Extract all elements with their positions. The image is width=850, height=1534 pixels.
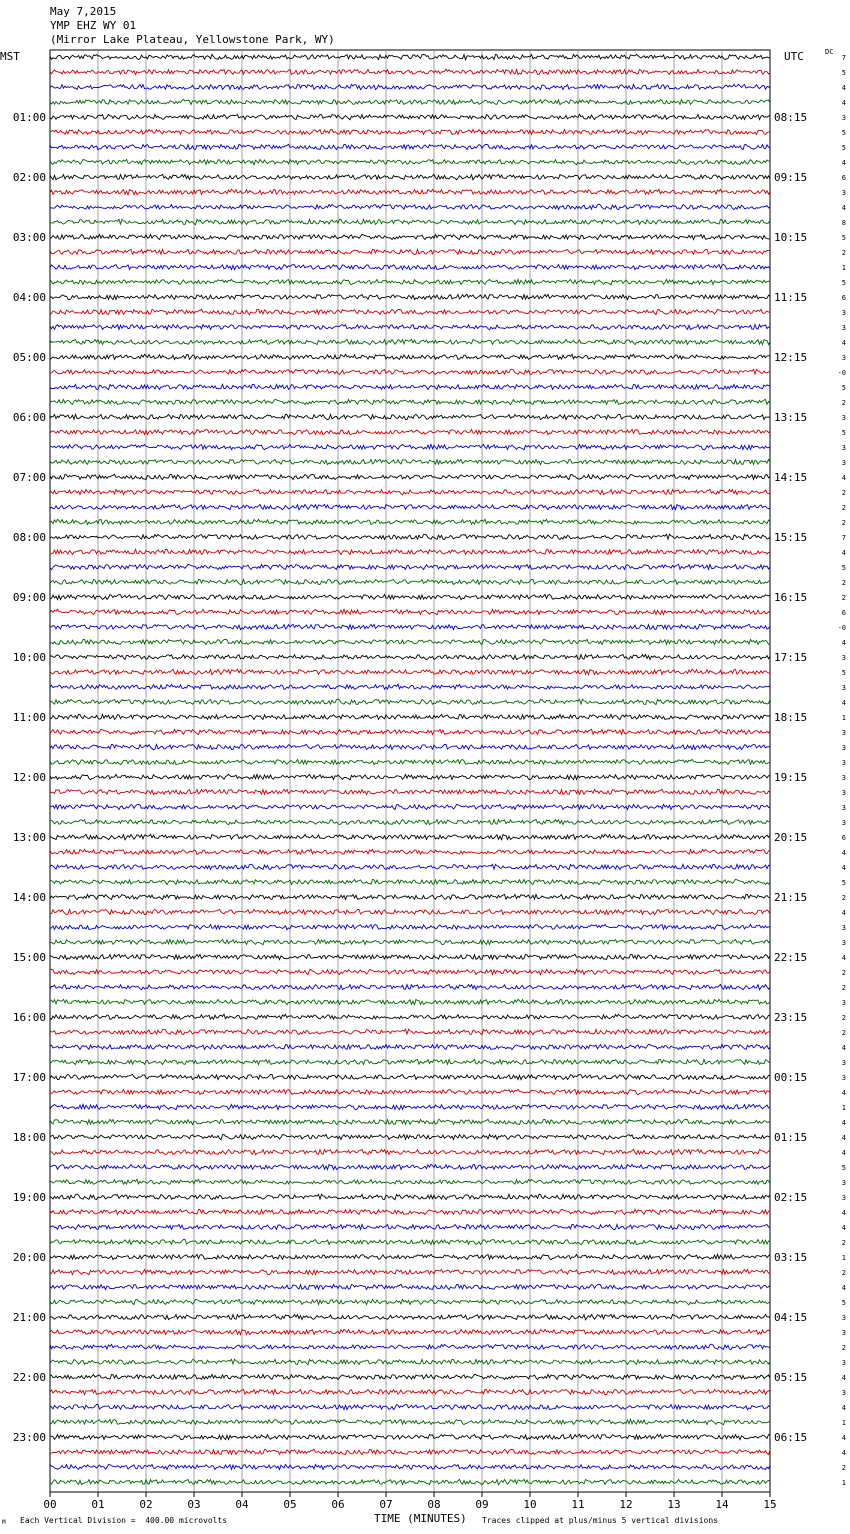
hour-label-right: 22:15 bbox=[774, 951, 808, 964]
dc-offset-label: 2 bbox=[841, 1239, 846, 1247]
hour-label-left: 17:00 bbox=[12, 1071, 46, 1084]
trace-row bbox=[50, 1344, 770, 1349]
dc-offset-label: 2 bbox=[841, 594, 846, 602]
dc-offset-label: 5 bbox=[841, 429, 846, 437]
dc-offset-label: -0 bbox=[837, 624, 846, 632]
trace-row bbox=[50, 459, 770, 464]
dc-offset-label: 4 bbox=[841, 1284, 846, 1292]
trace-row bbox=[50, 1314, 770, 1319]
trace-row bbox=[50, 849, 770, 854]
dc-offset-label: 1 bbox=[841, 1419, 846, 1427]
dc-offset-label: 4 bbox=[841, 1089, 846, 1097]
dc-offset-label: 2 bbox=[841, 894, 846, 902]
trace-row bbox=[50, 894, 770, 899]
trace-row bbox=[50, 655, 770, 660]
trace-row bbox=[50, 1254, 770, 1259]
x-tick-label: 09 bbox=[475, 1498, 489, 1511]
trace-row bbox=[50, 684, 770, 689]
trace-row bbox=[50, 474, 770, 479]
trace-row bbox=[50, 759, 770, 764]
dc-offset-label: 4 bbox=[841, 1434, 846, 1442]
trace-row bbox=[50, 864, 770, 870]
trace-row bbox=[50, 1119, 770, 1124]
hour-label-left: 09:00 bbox=[12, 591, 46, 604]
dc-offset-label: 3 bbox=[841, 1059, 846, 1067]
hour-label-left: 03:00 bbox=[12, 231, 46, 244]
dc-offset-label: 3 bbox=[841, 1389, 846, 1397]
dc-offset-label: 4 bbox=[841, 864, 846, 872]
dc-offset-label: 5 bbox=[841, 879, 846, 887]
dc-offset-label: 4 bbox=[841, 1209, 846, 1217]
trace-row bbox=[50, 1374, 770, 1379]
trace-row bbox=[50, 714, 770, 719]
hour-label-right: 21:15 bbox=[774, 891, 808, 904]
trace-row bbox=[50, 1014, 770, 1019]
dc-offset-label: 5 bbox=[841, 1164, 846, 1172]
trace-row bbox=[50, 1224, 770, 1229]
hour-label-left: 23:00 bbox=[12, 1431, 46, 1444]
trace-row bbox=[50, 249, 770, 254]
dc-offset-label: 2 bbox=[841, 984, 846, 992]
trace-row bbox=[50, 969, 770, 974]
hour-label-right: 20:15 bbox=[774, 831, 808, 844]
x-tick-label: 05 bbox=[283, 1498, 297, 1511]
trace-row bbox=[50, 309, 770, 314]
trace-row bbox=[50, 834, 770, 840]
station-code: YMP EHZ WY 01 bbox=[50, 19, 137, 32]
dc-offset-label: 3 bbox=[841, 804, 846, 812]
dc-offset-header: DC bbox=[825, 48, 834, 56]
hour-label-left: 01:00 bbox=[12, 111, 46, 124]
trace-row bbox=[50, 804, 770, 809]
trace-row bbox=[50, 549, 770, 554]
trace-row bbox=[50, 579, 770, 584]
dc-offset-label: 3 bbox=[841, 309, 846, 317]
dc-offset-label: 4 bbox=[841, 954, 846, 962]
hour-label-right: 10:15 bbox=[774, 231, 808, 244]
station-location: (Mirror Lake Plateau, Yellowstone Park, WY) bbox=[50, 33, 335, 46]
dc-offset-label: 3 bbox=[841, 729, 846, 737]
dc-offset-label: 1 bbox=[841, 1104, 846, 1112]
hour-label-right: 18:15 bbox=[774, 711, 808, 724]
trace-row bbox=[50, 999, 770, 1004]
dc-offset-label: 7 bbox=[841, 534, 846, 542]
dc-offset-label: 3 bbox=[841, 939, 846, 947]
x-tick-label: 13 bbox=[667, 1498, 681, 1511]
hour-label-left: 15:00 bbox=[12, 951, 46, 964]
trace-row bbox=[50, 1269, 770, 1275]
trace-row bbox=[50, 265, 770, 270]
dc-offset-label: 5 bbox=[841, 564, 846, 572]
trace-row bbox=[50, 369, 770, 374]
hour-label-left: 04:00 bbox=[12, 291, 46, 304]
dc-offset-label: -0 bbox=[837, 369, 846, 377]
dc-offset-label: 4 bbox=[841, 99, 846, 107]
trace-row bbox=[50, 489, 770, 494]
trace-row bbox=[50, 504, 770, 509]
trace-row bbox=[50, 1089, 770, 1094]
trace-row bbox=[50, 789, 770, 794]
trace-row bbox=[50, 130, 770, 135]
trace-row bbox=[50, 234, 770, 239]
dc-offset-label: 5 bbox=[841, 234, 846, 242]
hour-label-left: 12:00 bbox=[12, 771, 46, 784]
hour-label-left: 11:00 bbox=[12, 711, 46, 724]
dc-offset-label: 4 bbox=[841, 1134, 846, 1142]
dc-offset-label: 3 bbox=[841, 1359, 846, 1367]
dc-offset-label: 4 bbox=[841, 549, 846, 557]
dc-offset-label: 4 bbox=[841, 339, 846, 347]
trace-row bbox=[50, 639, 770, 644]
trace-row bbox=[50, 729, 770, 734]
dc-offset-label: 2 bbox=[841, 504, 846, 512]
trace-row bbox=[50, 564, 770, 569]
trace-row bbox=[50, 294, 770, 299]
trace-row bbox=[50, 1284, 770, 1289]
trace-row bbox=[50, 1329, 770, 1334]
trace-row bbox=[50, 354, 770, 359]
trace-row bbox=[50, 1194, 770, 1200]
hour-label-left: 02:00 bbox=[12, 171, 46, 184]
dc-offset-label: 6 bbox=[841, 174, 846, 182]
dc-offset-label: 7 bbox=[841, 54, 846, 62]
hour-label-left: 07:00 bbox=[12, 471, 46, 484]
hour-label-left: 21:00 bbox=[12, 1311, 46, 1324]
trace-row bbox=[50, 189, 770, 194]
footer-mark: M bbox=[2, 1519, 6, 1526]
x-tick-label: 00 bbox=[43, 1498, 57, 1511]
trace-row bbox=[50, 609, 770, 614]
dc-offset-label: 1 bbox=[841, 264, 846, 272]
trace-row bbox=[50, 1419, 770, 1424]
x-tick-label: 08 bbox=[427, 1498, 441, 1511]
dc-offset-label: 2 bbox=[841, 489, 846, 497]
dc-offset-label: 8 bbox=[841, 219, 846, 227]
x-tick-label: 15 bbox=[763, 1498, 777, 1511]
dc-offset-label: 6 bbox=[841, 609, 846, 617]
dc-offset-label: 6 bbox=[841, 834, 846, 842]
dc-offset-label: 4 bbox=[841, 84, 846, 92]
trace-row bbox=[50, 84, 770, 90]
dc-offset-label: 2 bbox=[841, 1014, 846, 1022]
hour-label-right: 01:15 bbox=[774, 1131, 808, 1144]
trace-row bbox=[50, 939, 770, 944]
x-tick-label: 12 bbox=[619, 1498, 633, 1511]
trace-row bbox=[50, 399, 770, 404]
dc-offset-label: 5 bbox=[841, 384, 846, 392]
trace-row bbox=[50, 1029, 770, 1035]
trace-row bbox=[50, 1209, 770, 1214]
dc-offset-label: 5 bbox=[841, 129, 846, 137]
clip-note: Traces clipped at plus/minus 5 vertical divisions bbox=[482, 1516, 719, 1525]
trace-row bbox=[50, 1149, 770, 1154]
dc-offset-label: 3 bbox=[841, 324, 846, 332]
dc-offset-label: 4 bbox=[841, 1404, 846, 1412]
dc-offset-label: 3 bbox=[841, 774, 846, 782]
trace-row bbox=[50, 879, 770, 884]
dc-offset-label: 3 bbox=[841, 354, 846, 362]
hour-label-right: 09:15 bbox=[774, 171, 808, 184]
dc-offset-label: 3 bbox=[841, 114, 846, 122]
trace-row bbox=[50, 820, 770, 825]
dc-offset-labels bbox=[838, 54, 846, 1487]
dc-offset-label: 5 bbox=[841, 144, 846, 152]
dc-offset-label: 2 bbox=[841, 399, 846, 407]
dc-offset-label: 1 bbox=[841, 714, 846, 722]
dc-offset-label: 1 bbox=[841, 1479, 846, 1487]
trace-row bbox=[50, 1359, 770, 1364]
hour-label-left: 16:00 bbox=[12, 1011, 46, 1024]
trace-row bbox=[50, 1479, 770, 1484]
trace-row bbox=[50, 1074, 770, 1079]
trace-row bbox=[50, 414, 770, 419]
trace-row bbox=[50, 69, 770, 74]
trace-row bbox=[50, 339, 770, 344]
hour-label-right: 12:15 bbox=[774, 351, 808, 364]
hour-label-left: 22:00 bbox=[12, 1371, 46, 1384]
dc-offset-label: 4 bbox=[841, 909, 846, 917]
trace-row bbox=[50, 159, 770, 164]
hour-label-right: 02:15 bbox=[774, 1191, 808, 1204]
hour-label-right: 08:15 bbox=[774, 111, 808, 124]
hour-label-right: 23:15 bbox=[774, 1011, 808, 1024]
x-axis-title: TIME (MINUTES) bbox=[374, 1512, 467, 1525]
dc-offset-label: 4 bbox=[841, 1119, 846, 1127]
trace-row bbox=[50, 924, 770, 929]
dc-offset-label: 4 bbox=[841, 204, 846, 212]
trace-row bbox=[50, 744, 770, 749]
dc-offset-label: 2 bbox=[841, 579, 846, 587]
hour-label-left: 05:00 bbox=[12, 351, 46, 364]
trace-row bbox=[50, 519, 770, 524]
trace-row bbox=[50, 324, 770, 329]
dc-offset-label: 3 bbox=[841, 1194, 846, 1202]
dc-offset-label: 3 bbox=[841, 189, 846, 197]
dc-offset-label: 3 bbox=[841, 1179, 846, 1187]
dc-offset-label: 3 bbox=[841, 684, 846, 692]
hour-label-left: 13:00 bbox=[12, 831, 46, 844]
dc-offset-label: 2 bbox=[841, 1344, 846, 1352]
trace-row bbox=[50, 595, 770, 600]
hour-label-right: 11:15 bbox=[774, 291, 808, 304]
hour-label-right: 15:15 bbox=[774, 531, 808, 544]
trace-row bbox=[50, 1434, 770, 1439]
trace-row bbox=[50, 384, 770, 389]
hour-label-right: 17:15 bbox=[774, 651, 808, 664]
dc-offset-label: 5 bbox=[841, 1299, 846, 1307]
trace-row bbox=[50, 699, 770, 705]
dc-offset-label: 4 bbox=[841, 849, 846, 857]
hour-label-right: 03:15 bbox=[774, 1251, 808, 1264]
dc-offset-label: 2 bbox=[841, 519, 846, 527]
trace-row bbox=[50, 1164, 770, 1169]
dc-offset-label: 3 bbox=[841, 924, 846, 932]
dc-offset-label: 4 bbox=[841, 1449, 846, 1457]
dc-offset-label: 4 bbox=[841, 474, 846, 482]
trace-row bbox=[50, 174, 770, 179]
dc-offset-label: 4 bbox=[841, 159, 846, 167]
hour-label-right: 00:15 bbox=[774, 1071, 808, 1084]
dc-offset-label: 5 bbox=[841, 69, 846, 77]
trace-row bbox=[50, 1464, 770, 1469]
x-tick-label: 03 bbox=[187, 1498, 201, 1511]
hour-label-right: 13:15 bbox=[774, 411, 808, 424]
hour-label-right: 04:15 bbox=[774, 1311, 808, 1324]
trace-row bbox=[50, 1299, 770, 1304]
x-tick-label: 14 bbox=[715, 1498, 729, 1511]
hour-label-left: 14:00 bbox=[12, 891, 46, 904]
vertical-scale-note: Each Vertical Division = 400.00 microvolts bbox=[20, 1516, 228, 1525]
hour-label-right: 14:15 bbox=[774, 471, 808, 484]
dc-offset-label: 3 bbox=[841, 414, 846, 422]
hour-label-right: 06:15 bbox=[774, 1431, 808, 1444]
trace-row bbox=[50, 54, 770, 59]
trace-row bbox=[50, 669, 770, 675]
x-tick-label: 02 bbox=[139, 1498, 153, 1511]
trace-row bbox=[50, 1104, 770, 1110]
dc-offset-label: 2 bbox=[841, 249, 846, 257]
hour-label-right: 05:15 bbox=[774, 1371, 808, 1384]
dc-offset-label: 3 bbox=[841, 1314, 846, 1322]
dc-offset-label: 3 bbox=[841, 999, 846, 1007]
dc-offset-label: 1 bbox=[841, 1254, 846, 1262]
x-tick-label: 07 bbox=[379, 1498, 393, 1511]
dc-offset-label: 3 bbox=[841, 1329, 846, 1337]
trace-row bbox=[50, 444, 770, 449]
trace-group bbox=[50, 54, 770, 1484]
dc-offset-label: 3 bbox=[841, 744, 846, 752]
trace-row bbox=[50, 1044, 770, 1049]
hour-label-left: 06:00 bbox=[12, 411, 46, 424]
record-date: May 7,2015 bbox=[50, 5, 117, 18]
dc-offset-label: 3 bbox=[841, 759, 846, 767]
trace-row bbox=[50, 1389, 770, 1394]
trace-row bbox=[50, 534, 770, 540]
hour-label-left: 19:00 bbox=[12, 1191, 46, 1204]
dc-offset-label: 3 bbox=[841, 1074, 846, 1082]
hour-label-left: 20:00 bbox=[12, 1251, 46, 1264]
trace-row bbox=[50, 1449, 770, 1454]
timezone-right-label: UTC bbox=[784, 50, 804, 63]
hour-label-left: 08:00 bbox=[12, 531, 46, 544]
x-axis bbox=[43, 1492, 776, 1511]
trace-row bbox=[50, 279, 770, 284]
trace-row bbox=[50, 1240, 770, 1245]
dc-offset-label: 5 bbox=[841, 279, 846, 287]
trace-row bbox=[50, 774, 770, 779]
trace-row bbox=[50, 114, 770, 119]
hour-label-right: 19:15 bbox=[774, 771, 808, 784]
dc-offset-label: 2 bbox=[841, 1464, 846, 1472]
trace-row bbox=[50, 1134, 770, 1139]
dc-offset-label: 4 bbox=[841, 639, 846, 647]
hour-label-left: 10:00 bbox=[12, 651, 46, 664]
trace-row bbox=[50, 430, 770, 435]
dc-offset-label: 3 bbox=[841, 459, 846, 467]
dc-offset-label: 2 bbox=[841, 1029, 846, 1037]
x-tick-label: 11 bbox=[571, 1498, 585, 1511]
trace-row bbox=[50, 1179, 770, 1184]
dc-offset-label: 2 bbox=[841, 969, 846, 977]
trace-row bbox=[50, 204, 770, 209]
trace-row bbox=[50, 100, 770, 105]
trace-row bbox=[50, 144, 770, 149]
trace-row bbox=[50, 1405, 770, 1410]
dc-offset-label: 3 bbox=[841, 789, 846, 797]
dc-offset-label: 4 bbox=[841, 1044, 846, 1052]
dc-offset-label: 5 bbox=[841, 669, 846, 677]
timezone-left-label: MST bbox=[0, 50, 20, 63]
x-tick-label: 04 bbox=[235, 1498, 249, 1511]
dc-offset-label: 4 bbox=[841, 1149, 846, 1157]
dc-offset-label: 2 bbox=[841, 1269, 846, 1277]
x-tick-label: 10 bbox=[523, 1498, 537, 1511]
x-tick-label: 06 bbox=[331, 1498, 345, 1511]
x-tick-label: 01 bbox=[91, 1498, 105, 1511]
hour-label-left: 18:00 bbox=[12, 1131, 46, 1144]
trace-row bbox=[50, 1059, 770, 1064]
trace-row bbox=[50, 984, 770, 989]
trace-row bbox=[50, 219, 770, 224]
dc-offset-label: 4 bbox=[841, 699, 846, 707]
hour-label-right: 16:15 bbox=[774, 591, 808, 604]
dc-offset-label: 3 bbox=[841, 444, 846, 452]
dc-offset-label: 3 bbox=[841, 819, 846, 827]
trace-row bbox=[50, 954, 770, 959]
dc-offset-label: 3 bbox=[841, 654, 846, 662]
trace-row bbox=[50, 624, 770, 629]
dc-offset-label: 4 bbox=[841, 1224, 846, 1232]
dc-offset-label: 6 bbox=[841, 294, 846, 302]
dc-offset-label: 4 bbox=[841, 1374, 846, 1382]
trace-row bbox=[50, 909, 770, 914]
